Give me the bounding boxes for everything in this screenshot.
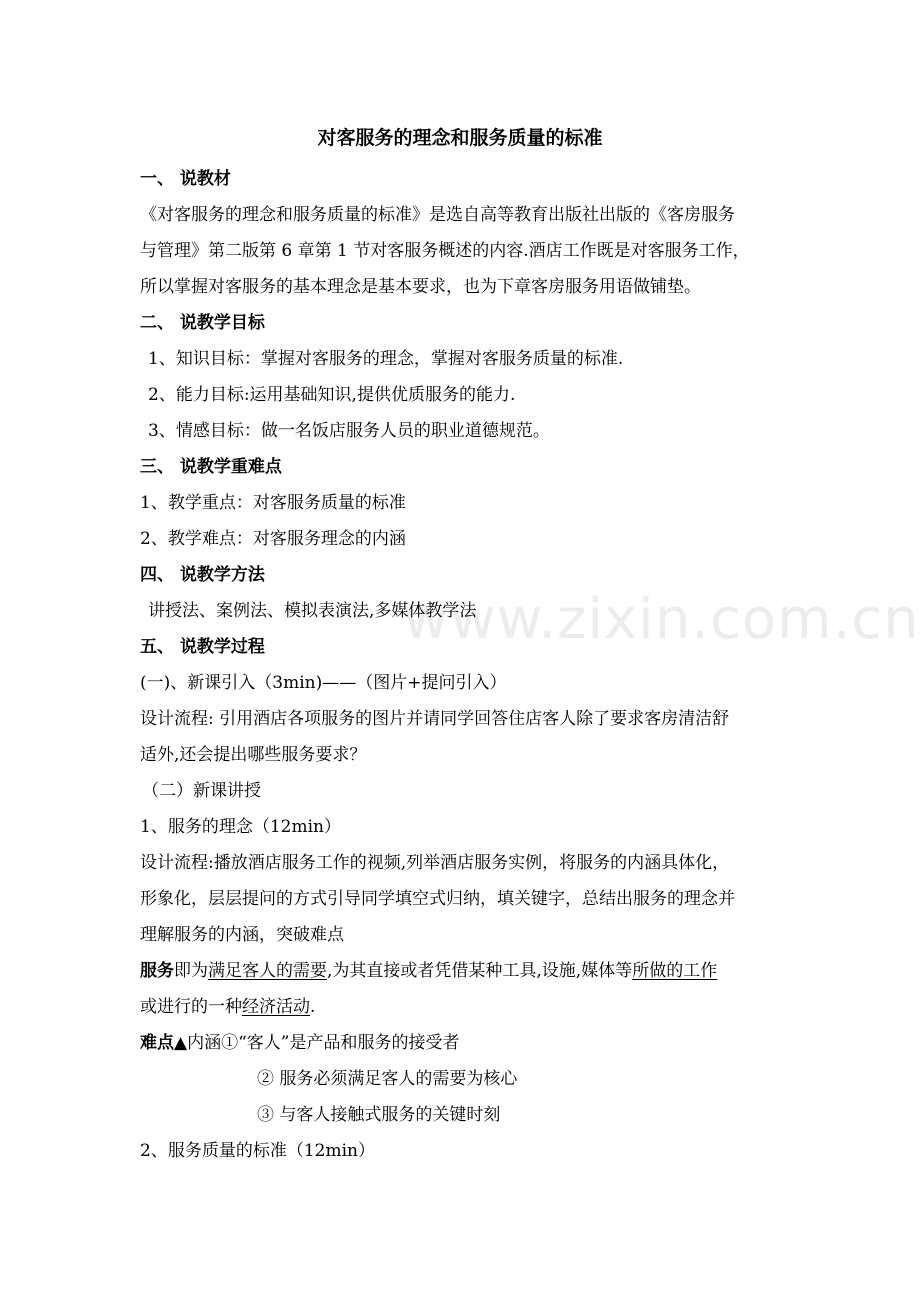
paragraph-line: 设计流程: 引用酒店各项服务的图片并请同学回答住店客人除了要求客房清洁舒 <box>140 709 730 729</box>
paragraph-line: 《对客服务的理念和服务质量的标准》是选自高等教育出版社出版的《客房服务 <box>140 205 735 225</box>
list-item: 2、教学难点：对客服务理念的内涵 <box>140 529 406 549</box>
definition-text: 或进行的一种 <box>140 997 242 1017</box>
section-heading-goals: 二、 说教学目标 <box>140 313 265 333</box>
paragraph-line: 与管理》第二版第 6 章第 1 节对客服务概述的内容.酒店工作既是对客服务工作， <box>140 241 750 261</box>
section-heading-process: 五、 说教学过程 <box>140 637 265 657</box>
difficulty-point: ② 服务必须满足客人的需要为核心 <box>257 1069 518 1089</box>
definition-text: . <box>310 997 316 1017</box>
definition-underlined: 经济活动 <box>242 997 310 1017</box>
definition-text: 即为 <box>174 961 208 981</box>
document-title: 对客服务的理念和服务质量的标准 <box>317 127 603 149</box>
section-heading-key-points: 三、 说教学重难点 <box>140 457 282 477</box>
difficulty-point: ③ 与客人接触式服务的关键时刻 <box>257 1105 501 1125</box>
list-item: 1、知识目标：掌握对客服务的理念，掌握对客服务质量的标准. <box>148 349 624 369</box>
subsection-heading: （二）新课讲授 <box>142 781 261 801</box>
difficulty-text: 内涵①“客人”是产品和服务的接受者 <box>187 1033 460 1053</box>
section-heading-textbook: 一、 说教材 <box>140 169 231 189</box>
definition-line <box>140 996 315 1018</box>
definition-text: ,为其直接或者凭借某种工具,设施,媒体等 <box>327 961 633 981</box>
definition-underlined: 所做的工作 <box>632 961 718 981</box>
list-item: 3、情感目标：做一名饭店服务人员的职业道德规范。 <box>148 421 550 441</box>
difficulty-line <box>140 1032 459 1054</box>
list-item: 2、服务质量的标准（12min） <box>140 1141 375 1161</box>
methods-text: 讲授法、案例法、模拟表演法,多媒体教学法 <box>148 601 477 621</box>
definition-underlined: 满足客人的需要 <box>208 961 327 981</box>
paragraph-line: 形象化，层层提问的方式引导同学填空式归纳，填关键字，总结出服务的理念并 <box>140 889 735 909</box>
list-item: 1、服务的理念（12min） <box>140 817 341 837</box>
difficulty-label: 难点▲ <box>140 1033 188 1053</box>
paragraph-line: 理解服务的内涵，突破难点 <box>140 925 344 945</box>
definition-term: 服务 <box>140 961 174 981</box>
process-intro: (一)、新课引入（3min)——（图片+提问引入） <box>140 673 507 693</box>
paragraph-line: 设计流程:播放酒店服务工作的视频,列举酒店服务实例，将服务的内涵具体化， <box>140 853 730 873</box>
section-heading-methods: 四、 说教学方法 <box>140 565 265 585</box>
watermark: www.zixin.com.cn <box>403 587 920 652</box>
list-item: 2、能力目标:运用基础知识,提供优质服务的能力. <box>148 385 516 405</box>
paragraph-line: 所以掌握对客服务的基本理念是基本要求，也为下章客房服务用语做铺垫。 <box>140 277 701 297</box>
definition-line <box>140 960 717 982</box>
list-item: 1、教学重点：对客服务质量的标准 <box>140 493 406 513</box>
paragraph-line: 适外,还会提出哪些服务要求？ <box>140 745 367 765</box>
